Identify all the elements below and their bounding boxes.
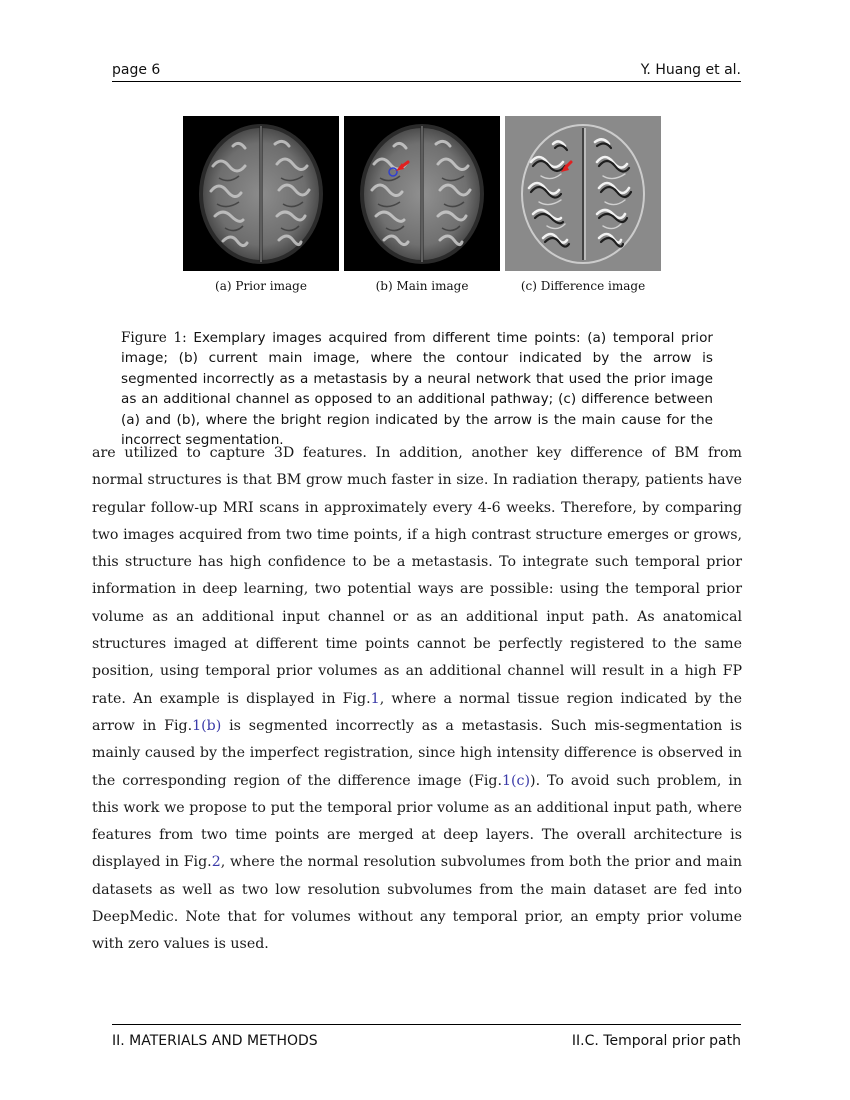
body-paragraph: [92, 440, 742, 959]
figure-ref-link[interactable]: 1(b): [192, 717, 222, 734]
figure-caption: [121, 328, 713, 450]
page-header: [112, 60, 741, 82]
figure-panel-c: [505, 116, 661, 271]
figure-ref-link[interactable]: 1: [370, 690, 380, 707]
footer-section: II. MATERIALS AND METHODS: [112, 1033, 318, 1049]
figure-caption-label: Figure 1:: [121, 330, 187, 346]
figure-ref-link[interactable]: 2: [211, 854, 221, 871]
figure-caption-text: Exemplary images acquired from different time points: (a) temporal prior image; (b) current main image, where the contour indicated by the arrow is segmented incorrectly as a metastasis by a neural network that used the prior image as an additional channel as opposed to an additional pathway; (c) difference between (a) and (b), where the bright region indicated by the arrow is the main cause for the incorrect segmentation.: [121, 330, 713, 449]
subcaption-b: (b) Main image: [375, 279, 469, 293]
figure-panel-a: [183, 116, 339, 271]
subcaption-c: (c) Difference image: [520, 279, 646, 293]
footer-subsection: II.C. Temporal prior path: [571, 1033, 741, 1049]
figure-panel-b: [344, 116, 500, 271]
prior-mri-image: [183, 116, 339, 271]
body-text-2: , where a normal tissue region indicated by the arrow in Fig.: [92, 690, 742, 734]
body-text-5: , where the normal resolution subvolumes from both the prior and main datasets as well as two low resolution subvolumes from the main dataset are fed into DeepMedic. Note that for volumes without any temporal prior, an empty prior volume with zero values is used.: [92, 854, 742, 953]
body-text-4: ). To avoid such problem, in this work we propose to put the temporal prior volume as an additional input path, where features from two time points are merged at deep layers. The overall architecture is displayed in Fig.: [92, 772, 742, 871]
body-text-1: are utilized to capture 3D features. In addition, another key difference of BM from normal structures is that BM grow much faster in size. In radiation therapy, patients have regular follow-up MRI scans in approximately every 4-6 weeks. Therefore, by comparing two images acquired from two time points, if a high contrast structure emerges or grows, this structure has high confidence to be a metastasis. To integrate such temporal prior information in deep learning, two potential ways are possible: using the temporal prior volume as an additional input channel or as an additional input path. As anatomical structures imaged at different time points cannot be perfectly registered to the same position, using temporal prior volumes as an additional channel will result in a high FP rate. An example is displayed in Fig.: [92, 445, 742, 707]
figure-ref-link[interactable]: 1(c): [502, 772, 531, 789]
difference-image: [505, 116, 661, 271]
page-number: page 6: [112, 62, 161, 78]
running-author: Y. Huang et al.: [640, 62, 741, 78]
body-text-3: is segmented incorrectly as a metastasis. Such mis-segmentation is mainly caused by the imperfect registration, since high intensity difference is observed in the corresponding region of the difference image (Fig.: [92, 717, 742, 789]
page-footer: [112, 1024, 741, 1049]
subcaption-a: (a) Prior image: [215, 279, 307, 293]
main-mri-image: [344, 116, 500, 271]
